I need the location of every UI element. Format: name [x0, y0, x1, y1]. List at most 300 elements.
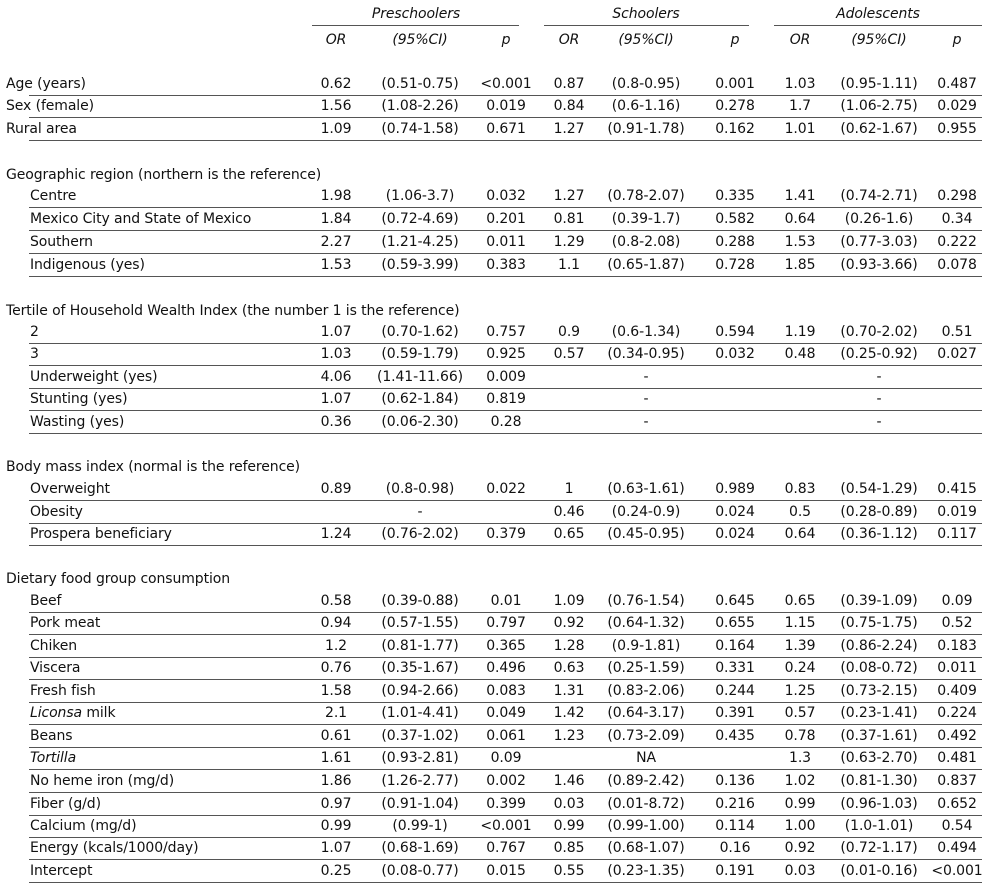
row-rule	[29, 859, 982, 860]
table-cell: 1.25	[784, 683, 816, 699]
group-title: Preschoolers	[371, 6, 461, 22]
table-cell: (1.21-4.25)	[381, 234, 459, 250]
row-rule	[29, 657, 982, 658]
row-rule	[29, 95, 982, 96]
row-label: Overweight	[30, 481, 110, 497]
table-cell: 0.496	[486, 660, 526, 676]
table-cell: 4.06	[320, 369, 352, 385]
table-cell: 1.53	[784, 234, 816, 250]
row-label-italic: Tortilla	[30, 750, 77, 766]
table-cell: -	[417, 504, 423, 520]
table-cell: 1.03	[320, 346, 352, 362]
table-cell: 0.5	[789, 504, 811, 520]
section-label: Tertile of Household Wealth Index (the number 1 is the reference)	[6, 303, 460, 319]
table-cell: 1.61	[320, 750, 352, 766]
table-cell: (0.36-1.12)	[840, 526, 918, 542]
table-cell: 0.99	[784, 796, 816, 812]
table-cell: 1.31	[553, 683, 585, 699]
table-cell: (0.57-1.55)	[381, 615, 459, 631]
table-cell: 0.84	[553, 98, 585, 114]
table-cell: (0.70-2.02)	[840, 324, 918, 340]
row-label: Pork meat	[30, 615, 101, 631]
table-cell: (1.06-3.7)	[385, 188, 455, 204]
row-rule	[29, 207, 982, 208]
table-cell: (0.59-3.99)	[381, 257, 459, 273]
row-rule	[29, 343, 982, 344]
row-rule	[29, 388, 982, 389]
row-label-rest: milk	[82, 705, 116, 721]
column-header: (95%CI)	[851, 32, 907, 48]
row-rule	[29, 792, 982, 793]
table-cell: (0.34-0.95)	[607, 346, 685, 362]
row-label: 2	[30, 324, 39, 340]
table-cell: 1.58	[320, 683, 352, 699]
table-cell: 0.925	[486, 346, 526, 362]
table-cell: 1.7	[789, 98, 811, 114]
row-label: Beef	[30, 593, 62, 609]
table-cell: 0.25	[320, 863, 352, 879]
group-title: Schoolers	[612, 6, 680, 22]
table-cell: 0.136	[715, 773, 755, 789]
table-cell: 1.02	[784, 773, 816, 789]
row-rule	[29, 545, 982, 546]
table-cell: 0.767	[486, 840, 526, 856]
table-cell: 1.07	[320, 324, 352, 340]
table-cell: (1.0-1.01)	[844, 818, 914, 834]
row-label: Sex (female)	[6, 98, 94, 114]
table-cell: 0.492	[937, 728, 977, 744]
table-cell: 0.52	[941, 615, 973, 631]
table-cell: 0.019	[486, 98, 526, 114]
table-cell: 0.76	[320, 660, 352, 676]
table-cell: (0.8-0.98)	[385, 481, 455, 497]
row-rule	[29, 140, 982, 141]
table-cell: 0.024	[715, 526, 755, 542]
table-cell: (0.74-2.71)	[840, 188, 918, 204]
row-label: Centre	[30, 188, 77, 204]
table-cell: <0.001	[931, 863, 983, 879]
table-cell: 0.409	[937, 683, 977, 699]
table-cell: 0.51	[941, 324, 973, 340]
table-cell: 0.015	[486, 863, 526, 879]
table-cell: 0.331	[715, 660, 755, 676]
row-label: Southern	[30, 234, 93, 250]
row-label: 3	[30, 346, 39, 362]
row-label: Underweight (yes)	[30, 369, 158, 385]
table-cell: 1.23	[553, 728, 585, 744]
table-cell: 1.00	[784, 818, 816, 834]
column-header: OR	[789, 32, 811, 48]
table-cell: (1.06-2.75)	[840, 98, 918, 114]
table-cell: 1.09	[320, 121, 352, 137]
table-cell: 0.99	[553, 818, 585, 834]
table-cell: 1.42	[553, 705, 585, 721]
row-rule	[29, 253, 982, 254]
row-label: Viscera	[30, 660, 81, 676]
table-cell: 0.244	[715, 683, 755, 699]
table-cell: (0.51-0.75)	[381, 76, 459, 92]
table-cell: (0.25-0.92)	[840, 346, 918, 362]
table-cell: -	[876, 369, 882, 385]
group-title-rule	[312, 25, 519, 26]
table-cell: 1.86	[320, 773, 352, 789]
table-cell: <0.001	[480, 818, 532, 834]
table-cell: (0.68-1.69)	[381, 840, 459, 856]
table-cell: (0.9-1.81)	[611, 638, 681, 654]
table-cell: (0.28-0.89)	[840, 504, 918, 520]
table-cell: 1.07	[320, 391, 352, 407]
table-cell: 0.002	[486, 773, 526, 789]
table-cell: 0.64	[784, 526, 816, 542]
table-cell: (0.64-3.17)	[607, 705, 685, 721]
table-cell: (0.65-1.87)	[607, 257, 685, 273]
table-cell: 0.278	[715, 98, 755, 114]
row-label: No heme iron (mg/d)	[30, 773, 175, 789]
table-cell: 0.65	[784, 593, 816, 609]
table-cell: 1.29	[553, 234, 585, 250]
table-cell: 0.57	[784, 705, 816, 721]
table-cell: (0.62-1.84)	[381, 391, 459, 407]
table-cell: 1.1	[558, 257, 580, 273]
table-cell: NA	[636, 750, 656, 766]
table-cell: (0.39-0.88)	[381, 593, 459, 609]
table-cell: 1.07	[320, 840, 352, 856]
table-cell: 0.61	[320, 728, 352, 744]
row-rule	[29, 500, 982, 501]
table-cell: 0.162	[715, 121, 755, 137]
table-cell: 0.819	[486, 391, 526, 407]
table-cell: 0.16	[719, 840, 751, 856]
table-cell: 0.224	[937, 705, 977, 721]
table-cell: 0.65	[553, 526, 585, 542]
table-cell: 0.494	[937, 840, 977, 856]
table-cell: 0.027	[937, 346, 977, 362]
table-cell: (0.99-1)	[392, 818, 448, 834]
table-cell: (0.59-1.79)	[381, 346, 459, 362]
row-rule	[29, 117, 982, 118]
row-rule	[29, 882, 982, 883]
row-label	[30, 749, 76, 767]
table-cell: 1.56	[320, 98, 352, 114]
table-cell: 0.01	[490, 593, 522, 609]
table-cell: 1.53	[320, 257, 352, 273]
column-header: p	[501, 32, 511, 48]
table-cell: (0.01-8.72)	[607, 796, 685, 812]
table-cell: 0.487	[937, 76, 977, 92]
table-cell: 1.98	[320, 188, 352, 204]
table-cell: 0.03	[553, 796, 585, 812]
table-cell: (0.72-4.69)	[381, 211, 459, 227]
row-rule	[29, 634, 982, 635]
table-cell: (1.41-11.66)	[376, 369, 464, 385]
table-cell: 1.27	[553, 121, 585, 137]
table-cell: (0.89-2.42)	[607, 773, 685, 789]
table-cell: (0.8-0.95)	[611, 76, 681, 92]
table-cell: 0.298	[937, 188, 977, 204]
table-cell: 1.3	[789, 750, 811, 766]
table-cell: (0.81-1.30)	[840, 773, 918, 789]
row-rule	[29, 365, 982, 366]
row-label: Fiber (g/d)	[30, 796, 101, 812]
row-rule	[29, 769, 982, 770]
table-cell: (0.70-1.62)	[381, 324, 459, 340]
table-cell: 0.728	[715, 257, 755, 273]
table-cell: 1.85	[784, 257, 816, 273]
table-cell: 0.001	[715, 76, 755, 92]
table-cell: (0.45-0.95)	[607, 526, 685, 542]
table-cell: (0.83-2.06)	[607, 683, 685, 699]
table-cell: (0.6-1.16)	[611, 98, 681, 114]
table-cell: (0.91-1.04)	[381, 796, 459, 812]
table-cell: (1.26-2.77)	[381, 773, 459, 789]
table-cell: 0.061	[486, 728, 526, 744]
table-cell: 0.365	[486, 638, 526, 654]
row-label: Wasting (yes)	[30, 414, 125, 430]
table-cell: (0.77-3.03)	[840, 234, 918, 250]
table-cell: (0.01-0.16)	[840, 863, 918, 879]
table-cell: 0.029	[937, 98, 977, 114]
table-cell: 0.481	[937, 750, 977, 766]
table-cell: (0.78-2.07)	[607, 188, 685, 204]
table-cell: (0.6-1.34)	[611, 324, 681, 340]
table-cell: 0.837	[937, 773, 977, 789]
table-cell: 0.183	[937, 638, 977, 654]
table-cell: (1.01-4.41)	[381, 705, 459, 721]
row-rule	[29, 612, 982, 613]
row-label: Mexico City and State of Mexico	[30, 211, 252, 227]
table-cell: 0.415	[937, 481, 977, 497]
group-title: Adolescents	[836, 6, 920, 22]
table-cell: 0.83	[784, 481, 816, 497]
row-label: Prospera beneficiary	[30, 526, 172, 542]
table-cell: 1.15	[784, 615, 816, 631]
table-cell: (0.93-2.81)	[381, 750, 459, 766]
column-header: (95%CI)	[618, 32, 674, 48]
table-cell: 0.594	[715, 324, 755, 340]
table-cell: (0.37-1.02)	[381, 728, 459, 744]
row-label: Energy (kcals/1000/day)	[30, 840, 199, 856]
row-label: Rural area	[6, 121, 77, 137]
table-cell: 0.645	[715, 593, 755, 609]
table-cell: (0.26-1.6)	[844, 211, 914, 227]
table-cell: 0.117	[937, 526, 977, 542]
table-cell: (0.63-2.70)	[840, 750, 918, 766]
table-cell: 0.48	[784, 346, 816, 362]
row-label: Stunting (yes)	[30, 391, 128, 407]
column-header: p	[952, 32, 962, 48]
table-cell: (0.62-1.67)	[840, 121, 918, 137]
table-cell: 0.049	[486, 705, 526, 721]
table-cell: 0.078	[937, 257, 977, 273]
table-cell: (0.86-2.24)	[840, 638, 918, 654]
row-rule	[29, 724, 982, 725]
table-cell: 1.84	[320, 211, 352, 227]
table-cell: 1.19	[784, 324, 816, 340]
table-cell: -	[876, 391, 882, 407]
table-cell: (0.8-2.08)	[611, 234, 681, 250]
table-cell: 0.114	[715, 818, 755, 834]
table-cell: 0.757	[486, 324, 526, 340]
table-cell: 1.01	[784, 121, 816, 137]
row-label-italic: Liconsa	[30, 705, 82, 721]
table-cell: 0.009	[486, 369, 526, 385]
table-cell: 0.383	[486, 257, 526, 273]
table-cell: (0.39-1.09)	[840, 593, 918, 609]
table-cell: (0.08-0.72)	[840, 660, 918, 676]
table-cell: 0.87	[553, 76, 585, 92]
table-cell: (0.37-1.61)	[840, 728, 918, 744]
table-cell: (0.54-1.29)	[840, 481, 918, 497]
table-cell: 0.09	[941, 593, 973, 609]
table-cell: 0.011	[486, 234, 526, 250]
table-cell: 0.24	[784, 660, 816, 676]
row-label: Calcium (mg/d)	[30, 818, 137, 834]
table-cell: 0.92	[553, 615, 585, 631]
table-cell: (0.35-1.67)	[381, 660, 459, 676]
table-cell: 0.288	[715, 234, 755, 250]
group-title-rule	[774, 25, 982, 26]
table-cell: (0.25-1.59)	[607, 660, 685, 676]
table-cell: -	[876, 414, 882, 430]
table-cell: (0.63-1.61)	[607, 481, 685, 497]
column-header: (95%CI)	[392, 32, 448, 48]
table-cell: 0.582	[715, 211, 755, 227]
table-cell: 0.022	[486, 481, 526, 497]
table-cell: (0.91-1.78)	[607, 121, 685, 137]
row-label: Age (years)	[6, 76, 86, 92]
table-cell: 0.36	[320, 414, 352, 430]
table-cell: 0.62	[320, 76, 352, 92]
table-cell: 0.083	[486, 683, 526, 699]
table-cell: -	[643, 369, 649, 385]
table-cell: (0.24-0.9)	[611, 504, 681, 520]
table-cell: 0.024	[715, 504, 755, 520]
table-cell: 0.89	[320, 481, 352, 497]
table-cell: 0.28	[490, 414, 522, 430]
table-cell: 0.032	[715, 346, 755, 362]
row-rule	[29, 702, 982, 703]
table-cell: 0.032	[486, 188, 526, 204]
table-cell: 1.09	[553, 593, 585, 609]
table-cell: 0.9	[558, 324, 580, 340]
table-cell: (0.23-1.35)	[607, 863, 685, 879]
table-cell: (0.96-1.03)	[840, 796, 918, 812]
table-cell: 0.399	[486, 796, 526, 812]
table-cell: 0.99	[320, 818, 352, 834]
column-header: p	[730, 32, 740, 48]
row-rule	[29, 523, 982, 524]
table-cell: 1.24	[320, 526, 352, 542]
section-label: Geographic region (northern is the reference)	[6, 167, 322, 183]
table-cell: 0.55	[553, 863, 585, 879]
table-cell: 0.46	[553, 504, 585, 520]
row-label: Obesity	[30, 504, 83, 520]
row-rule	[29, 837, 982, 838]
row-rule	[29, 230, 982, 231]
table-cell: 0.652	[937, 796, 977, 812]
table-cell: 0.94	[320, 615, 352, 631]
table-cell: -	[643, 391, 649, 407]
table-cell: (0.39-1.7)	[611, 211, 681, 227]
table-cell: 0.379	[486, 526, 526, 542]
table-cell: 0.97	[320, 796, 352, 812]
table-cell: 2.27	[320, 234, 352, 250]
table-cell: 0.671	[486, 121, 526, 137]
table-cell: -	[643, 414, 649, 430]
column-header: OR	[558, 32, 580, 48]
table-cell: 0.019	[937, 504, 977, 520]
table-cell: (0.23-1.41)	[840, 705, 918, 721]
table-cell: (0.64-1.32)	[607, 615, 685, 631]
table-cell: 1.28	[553, 638, 585, 654]
table-cell: (0.73-2.15)	[840, 683, 918, 699]
table-cell: (0.74-1.58)	[381, 121, 459, 137]
table-cell: 0.63	[553, 660, 585, 676]
table-cell: 0.64	[784, 211, 816, 227]
row-rule	[29, 276, 982, 277]
row-rule	[29, 433, 982, 434]
table-cell: 0.955	[937, 121, 977, 137]
row-rule	[29, 815, 982, 816]
table-cell: (0.08-0.77)	[381, 863, 459, 879]
table-cell: 1	[564, 481, 574, 497]
table-cell: 0.92	[784, 840, 816, 856]
row-label: Intercept	[30, 863, 93, 879]
row-label: Indigenous (yes)	[30, 257, 145, 273]
table-cell: 1.39	[784, 638, 816, 654]
table-cell: 0.335	[715, 188, 755, 204]
table-cell: 0.201	[486, 211, 526, 227]
row-rule	[29, 747, 982, 748]
table-cell: 0.54	[941, 818, 973, 834]
column-header: OR	[325, 32, 347, 48]
table-cell: (0.95-1.11)	[840, 76, 918, 92]
row-label	[30, 704, 115, 722]
table-cell: 0.655	[715, 615, 755, 631]
table-cell: 0.011	[937, 660, 977, 676]
table-cell: 0.09	[490, 750, 522, 766]
table-cell: (0.73-2.09)	[607, 728, 685, 744]
table-cell: 1.2	[325, 638, 347, 654]
table-cell: 0.03	[784, 863, 816, 879]
table-cell: 0.58	[320, 593, 352, 609]
table-cell: (0.76-1.54)	[607, 593, 685, 609]
table-cell: 1.27	[553, 188, 585, 204]
table-cell: 0.85	[553, 840, 585, 856]
group-title-rule	[544, 25, 749, 26]
table-cell: 2.1	[325, 705, 347, 721]
table-cell: <0.001	[480, 76, 532, 92]
table-cell: 0.57	[553, 346, 585, 362]
table-cell: 0.216	[715, 796, 755, 812]
row-label: Chiken	[30, 638, 78, 654]
table-cell: 0.78	[784, 728, 816, 744]
table-cell: 0.435	[715, 728, 755, 744]
row-rule	[29, 410, 982, 411]
table-cell: 0.391	[715, 705, 755, 721]
table-cell: 0.34	[941, 211, 973, 227]
table-cell: (0.75-1.75)	[840, 615, 918, 631]
row-label: Beans	[30, 728, 73, 744]
table-cell: (0.76-2.02)	[381, 526, 459, 542]
table-cell: (1.08-2.26)	[381, 98, 459, 114]
section-label: Body mass index (normal is the reference)	[6, 459, 301, 475]
row-label: Fresh fish	[30, 683, 96, 699]
section-label: Dietary food group consumption	[6, 571, 230, 587]
table-cell: 1.46	[553, 773, 585, 789]
table-cell: (0.06-2.30)	[381, 414, 459, 430]
table-cell: 1.03	[784, 76, 816, 92]
